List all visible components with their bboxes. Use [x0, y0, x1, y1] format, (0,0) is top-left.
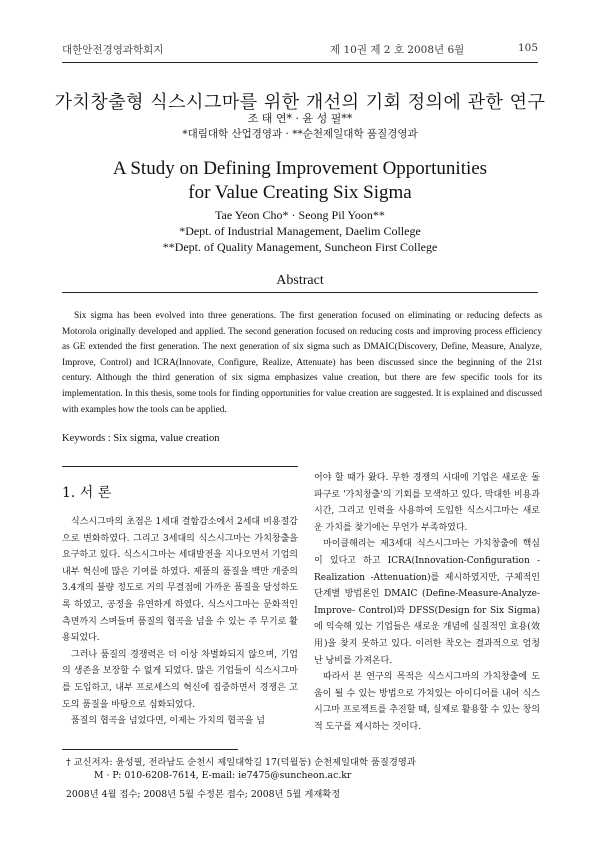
footnote-contact: M · P: 010-6208-7614, E-mail: ie7475@suncheon.ac.kr: [94, 770, 352, 781]
abstract-text: Six sigma has been evolved into three generations. The first generation focused on eliminating or reducing defects as Motorola originally developed and applied. The second generation focused on reducing costs and improving process efficiency as GE extended the first generation. The next generation of six sigma such as DMAIC(Discovery, Define, Measure, Analyze, Improve, Control) and ICRA(Innovate, Configure, Realize, Attenuate) has been discussed since the beginning of the 21st century. Although the third generation of six sigma emphasizes value creation, but there are few specific tools for its implementation. In this thesis, some tools for finding opportunities for value creation are suggested. It is explained and discussed with examples how the tools can be applied.: [62, 311, 542, 415]
issue-info: 제 10권 제 2 호 2008년 6월: [330, 44, 465, 56]
english-title-line2: for Value Creating Six Sigma: [188, 182, 412, 203]
footnote-corresponding-author: † 교신저자: 윤성필, 전라남도 순천시 제일대학길 17(덕월동) 순천제일대학 품질경영과: [66, 757, 416, 768]
footnote-dates: 2008년 4월 접수; 2008년 5월 수정본 접수; 2008년 5월 게재확정: [66, 789, 341, 800]
abstract-title: Abstract: [276, 273, 324, 288]
english-title-line1: A Study on Defining Improvement Opportunities: [112, 158, 488, 179]
paragraph: 품질의 협곡을 넘었다면, 이제는 가치의 협곡을 넘: [71, 716, 265, 727]
english-affiliation-2: **Dept. of Quality Management, Suncheon First College: [162, 240, 438, 254]
paragraph: 그러나 품질의 경쟁력은 더 이상 차별화되지 않으며, 기업의 생존을 보장할 수 없게 되었다. 많은 기업들이 식스시그마를 도입하고, 내부 프로세스의 혁신에 집중하면서 경쟁은 고도의 품질을 바탕으로 심화되었다.: [62, 649, 298, 710]
running-header: [62, 42, 538, 62]
korean-title: 가치창출형 식스시그마를 위한 개선의 기회 정의에 관한 연구: [54, 92, 546, 113]
header-rule: [62, 62, 538, 63]
korean-affiliations: *대림대학 산업경영과 · **순천제일대학 품질경영과: [182, 128, 418, 140]
paragraph: 어야 할 때가 왔다. 무한 경쟁의 시대에 기업은 새로운 돌파구로 '가치창출'의 기회를 모색하고 있다. 막대한 비용과 시간, 그리고 인력을 사용하여 도입한 식스시그마는 새로운 가치를 찾기에는 무언가 부족하였다.: [314, 473, 540, 533]
abstract-rule: [62, 292, 538, 293]
footnote-rule: [62, 749, 238, 750]
left-column: [62, 514, 298, 730]
section-rule: [62, 466, 298, 467]
english-authors: Tae Yeon Cho* · Seong Pil Yoon**: [215, 208, 385, 222]
paragraph: 따라서 본 연구의 목적은 식스시그마의 가치창출에 도움이 될 수 있는 방법으로 가치있는 아이디어를 내어 식스시그마 프로젝트를 추진할 때, 실제로 활용할 수 있는 창의적 도구를 제시하는 것이다.: [314, 672, 540, 732]
section-heading: 1. 서 론: [62, 485, 112, 501]
english-affiliation-1: *Dept. of Industrial Management, Daelim College: [179, 224, 421, 238]
paragraph: 식스시그마의 초점은 1세대 결함감소에서 2세대 비용절감으로 변화하였다. 그리고 3세대의 식스시그마는 가치창출을 요구하고 있다. 식스시그마는 세대발전을 지나오면서 기업의 내부 혁신에 많은 기여를 하였다. 제품의 품질을 백만 개중의 3.4개의 불량 정도로 거의 무결점에 가까운 품질을 달성하도록 하였고, 공정을 유연하게 하였다. 식스시그마는 문화적인 측면까지 스며들며 품질의 협곡을 넘을 수 있는 주 무기로 활용되었다.: [62, 517, 298, 644]
korean-authors: 조 태 연* · 윤 성 필**: [247, 112, 353, 125]
keywords: Keywords : Six sigma, value creation: [62, 433, 220, 444]
paragraph: 마이클해리는 제3세대 식스시그마는 가치창출에 핵심이 있다고 하고 ICRA(Innovation-Configuration -Realization -Attenuation)를 제시하였지만, 구체적인 단계별 방법론인 DMAIC (Define-Measure-Analyze-Improve- Control)와 DFSS(Design for Six Sigma)에 익숙해 있는 기업들은 새로운 개념에 실질적인 효용(效用)을 찾지 못하고 있다. 이러한 착오는 결과적으로 엄청난 낭비를 가져온다.: [314, 539, 540, 666]
journal-name: 대한안전경영과학회지: [62, 44, 164, 56]
page-number: 105: [517, 42, 538, 54]
right-column: [314, 470, 540, 736]
